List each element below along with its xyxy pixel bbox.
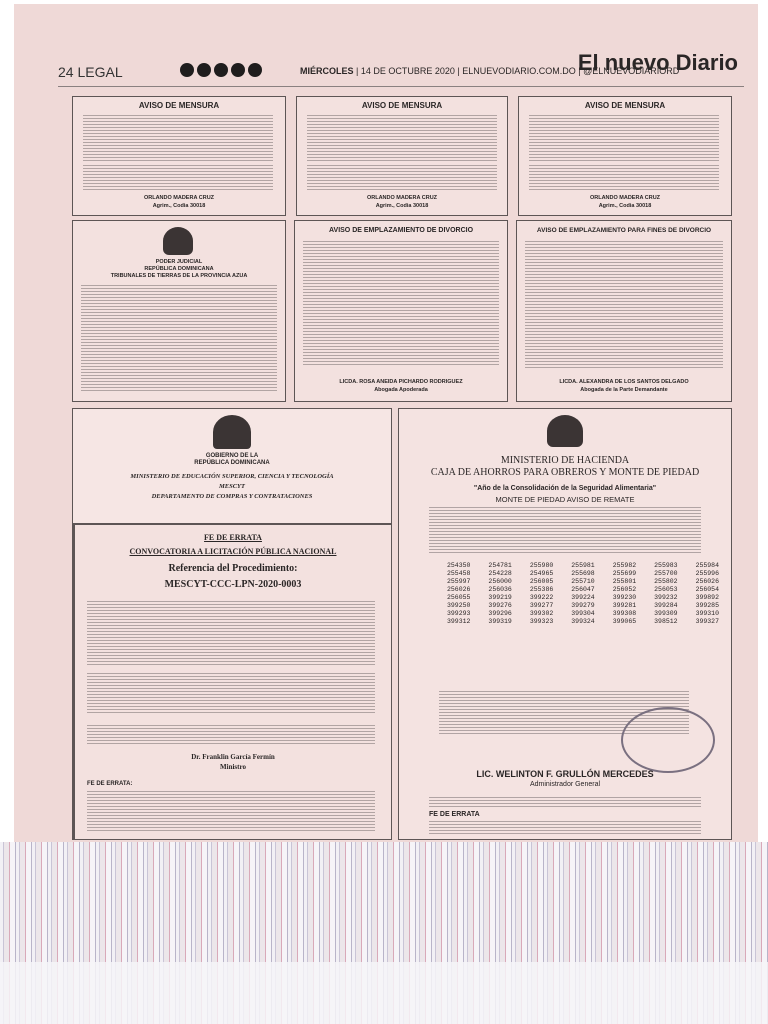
instagram-icon [197, 63, 211, 77]
ticket-number: 254781 [488, 562, 512, 569]
ticket-number: 255983 [654, 562, 678, 569]
ticket-number: 256047 [571, 586, 595, 593]
notice-signer-role: Agrim., Codia 30018 [152, 203, 206, 209]
ticket-number: 255458 [447, 570, 471, 577]
ticket-number: 256005 [529, 578, 554, 585]
ticket-number: 256054 [695, 586, 719, 593]
social-icons [180, 63, 262, 77]
ticket-number: 399323 [529, 618, 554, 625]
year-motto: "Año de la Consolidación de la Seguridad Alimentaria" [473, 485, 657, 492]
judicial-line-3: TRIBUNALES DE TIERRAS DE LA PROVINCIA AZUA [110, 273, 248, 279]
ticket-number: 255984 [695, 562, 719, 569]
coat-of-arms-icon [163, 227, 193, 255]
notice-mensura-3 [518, 96, 732, 216]
ticket-number: 398512 [654, 618, 678, 625]
ticket-number: 255700 [654, 570, 678, 577]
hacienda-signer-role: Administrador General [529, 781, 601, 788]
ticket-number: 255981 [571, 562, 595, 569]
ticket-number: 255996 [695, 570, 719, 577]
ticket-number: 399276 [488, 602, 512, 609]
notice-body-lines [303, 241, 499, 367]
ticket-number: 255982 [612, 562, 637, 569]
youtube-icon [214, 63, 228, 77]
notice-title: AVISO DE EMPLAZAMIENTO DE DIVORCIO [328, 227, 474, 234]
hacienda-caja: CAJA DE AHORROS PARA OBREROS Y MONTE DE PIEDAD [430, 467, 700, 478]
ticket-number: 399308 [612, 610, 637, 617]
ticket-number: 256052 [612, 586, 637, 593]
notice-mensura-2 [296, 96, 508, 216]
ticket-number: 399281 [612, 602, 637, 609]
notice-poder-judicial [72, 220, 286, 402]
ticket-number: 255386 [529, 586, 554, 593]
notice-signer: ORLANDO MADERA CRUZ [589, 195, 661, 201]
notice-signer-role: Abogada Apoderada [374, 387, 428, 393]
ticket-number: 399250 [447, 602, 471, 609]
ticket-number: 256055 [447, 594, 471, 601]
hacienda-coat-of-arms-icon [547, 415, 583, 447]
call-title: CONVOCATORIA A LICITACIÓN PÚBLICA NACIONAL [129, 547, 337, 556]
dateline-rest: | 14 DE OCTUBRE 2020 | ELNUEVODIARIO.COM.DO | @ELNUEVODIARIORD [356, 66, 680, 76]
ticket-number: 256036 [488, 586, 512, 593]
government-logo-icon [213, 415, 251, 449]
ticket-number: 399892 [695, 594, 719, 601]
call-body-lines [87, 601, 375, 665]
ticket-number: 399319 [488, 618, 512, 625]
section-label: 24 LEGAL [58, 64, 123, 80]
ticket-number: 399279 [571, 602, 595, 609]
ticket-number: 399309 [654, 610, 678, 617]
twitter-icon [231, 63, 245, 77]
notice-signer: LICDA. ALEXANDRA DE LOS SANTOS DELGADO [559, 379, 689, 385]
ticket-number: 255801 [612, 578, 637, 585]
ticket-number: 399296 [488, 610, 512, 617]
judicial-line-2: REPÚBLICA DOMINICANA [144, 266, 214, 272]
auction-body-lines [429, 507, 701, 553]
notice-body-lines [81, 285, 277, 393]
ticket-number: 399312 [447, 618, 471, 625]
hacienda-errata-lines [429, 821, 701, 835]
hacienda-errata-title: FE DE ERRATA [429, 811, 480, 818]
notice-divorcio-fines [516, 220, 732, 402]
ticket-number: 399230 [612, 594, 637, 601]
hacienda-note-lines [429, 797, 701, 807]
ticket-number: 254350 [447, 562, 471, 569]
ticket-number: 255980 [529, 562, 554, 569]
notice-signer: ORLANDO MADERA CRUZ [143, 195, 215, 201]
ticket-number: 399232 [654, 594, 678, 601]
page-header [58, 50, 738, 86]
notice-title: AVISO DE EMPLAZAMIENTO PARA FINES DE DIVORCIO [536, 227, 712, 234]
snapchat-icon [248, 63, 262, 77]
reference-label: Referencia del Procedimiento: [168, 563, 298, 574]
ticket-number: 399219 [488, 594, 512, 601]
ticket-number: 399302 [529, 610, 554, 617]
errata-body-lines [87, 791, 375, 831]
header-rule [58, 86, 744, 87]
notice-title: AVISO DE MENSURA [138, 101, 220, 110]
ticket-number: 256026 [447, 586, 471, 593]
mescyt-notice [72, 408, 392, 840]
ticket-number: 399284 [654, 602, 678, 609]
mescyt-signer-role: Ministro [220, 763, 246, 771]
notice-body-lines [307, 165, 497, 191]
notice-divorcio [294, 220, 508, 402]
gov-line-2: REPÚBLICA DOMINICANA [194, 460, 270, 466]
facebook-icon [180, 63, 194, 77]
ticket-number: 256026 [695, 578, 719, 585]
notice-signer-role: Agrim., Codia 30018 [598, 203, 652, 209]
notice-mensura-1 [72, 96, 286, 216]
ticket-number: 255802 [654, 578, 678, 585]
gov-line-1: GOBIERNO DE LA [205, 453, 259, 459]
call-body-lines [87, 673, 375, 715]
notice-title: AVISO DE MENSURA [361, 101, 443, 110]
scanner-artifact [0, 842, 768, 1024]
masthead-logo: El nuevo Diario [577, 50, 738, 75]
ticket-number: 399065 [612, 618, 637, 625]
notice-body-lines [529, 165, 719, 191]
ticket-number: 255699 [612, 570, 637, 577]
notice-body-lines [83, 165, 273, 191]
ticket-number: 399277 [529, 602, 554, 609]
ticket-number: 399310 [695, 610, 719, 617]
ticket-number: 256053 [654, 586, 678, 593]
notice-signer: ORLANDO MADERA CRUZ [366, 195, 438, 201]
notice-title: AVISO DE MENSURA [584, 101, 666, 110]
hacienda-ministry: MINISTERIO DE HACIENDA [500, 455, 630, 466]
official-stamp [621, 707, 715, 773]
notice-body-lines [307, 115, 497, 161]
auction-title: MONTE DE PIEDAD AVISO DE REMATE [495, 495, 635, 504]
judicial-line-1: PODER JUDICIAL [155, 259, 203, 265]
mescyt-signer: Dr. Franklin García Fermín [191, 753, 275, 761]
reference-code: MESCYT-CCC-LPN-2020-0003 [164, 579, 302, 590]
ticket-number: 399324 [571, 618, 595, 625]
ticket-list [438, 562, 728, 625]
notice-signer-role: Abogada de la Parte Demandante [580, 387, 668, 393]
ticket-number: 399222 [529, 594, 554, 601]
ticket-number: 254965 [529, 570, 554, 577]
ticket-number: 399224 [571, 594, 595, 601]
notice-signer: LICDA. ROSA ANEIDA PICHARDO RODRIGUEZ [339, 379, 463, 385]
mescyt-acronym: MESCYT [218, 483, 245, 490]
ticket-number: 254228 [488, 570, 512, 577]
hacienda-signer: LIC. WELINTON F. GRULLÓN MERCEDES [476, 769, 654, 779]
ticket-number: 255997 [447, 578, 471, 585]
notice-body-lines [83, 115, 273, 161]
notice-signer-role: Agrim., Codia 30018 [375, 203, 429, 209]
ticket-number: 399327 [695, 618, 719, 625]
ticket-number: 256000 [488, 578, 512, 585]
errata-title: FE DE ERRATA [204, 533, 262, 542]
mescyt-department: DEPARTAMENTO DE COMPRAS Y CONTRATACIONES [151, 493, 313, 500]
ticket-number: 255698 [571, 570, 595, 577]
ticket-number: 399285 [695, 602, 719, 609]
notice-body-lines [525, 241, 723, 369]
dateline-day: MIÉRCOLES [300, 66, 354, 76]
ticket-number: 399304 [571, 610, 595, 617]
notice-body-lines [529, 115, 719, 161]
ticket-number: 255710 [571, 578, 595, 585]
footer-errata-title: FE DE ERRATA: [87, 781, 133, 787]
mescyt-ministry: MINISTERIO DE EDUCACIÓN SUPERIOR, CIENCIA Y TECNOLOGÍA [130, 473, 334, 480]
ticket-number: 399293 [447, 610, 471, 617]
mescyt-call-box [73, 523, 392, 840]
call-body-lines [87, 725, 375, 745]
